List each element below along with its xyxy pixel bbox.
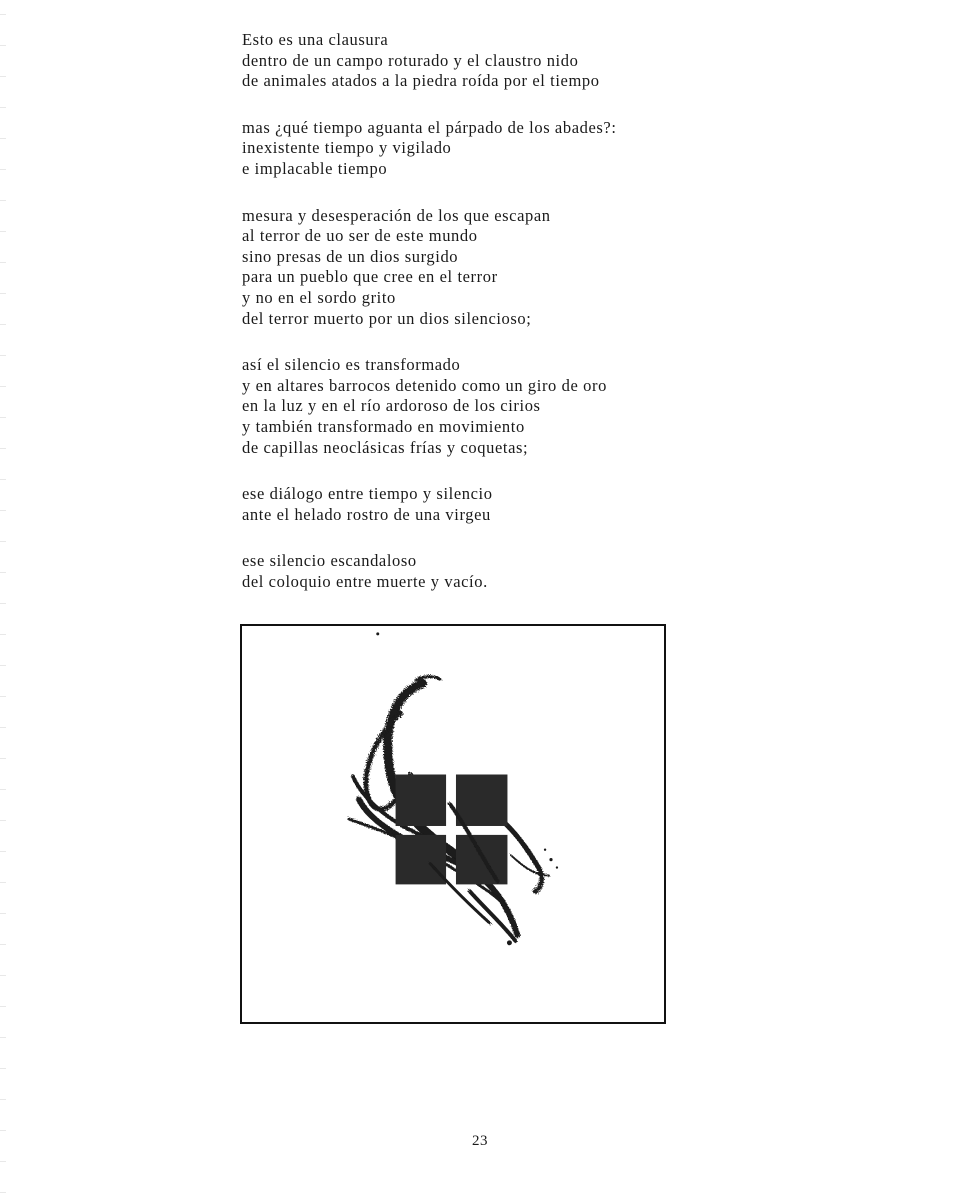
poem-line: para un pueblo que cree en el terror <box>242 267 498 287</box>
poem <box>242 30 762 618</box>
poem-line: y en altares barrocos detenido como un giro de oro <box>242 375 607 395</box>
dark-square <box>456 775 507 826</box>
scan-edge-artifact <box>0 0 6 1200</box>
poem-line: del terror muerto por un dios silencioso; <box>242 308 532 328</box>
poem-line: y no en el sordo grito <box>242 287 396 307</box>
brush-strokes <box>349 676 549 940</box>
poem-line: del coloquio entre muerte y vacío. <box>242 571 488 591</box>
page-number: 23 <box>472 1133 488 1149</box>
poem-line: de animales atados a la piedra roída por el tiempo <box>242 71 600 91</box>
poem-line: en la luz y en el río ardoroso de los cirios <box>242 396 541 416</box>
stanza-2 <box>242 118 762 180</box>
poem-line: al terror de uo ser de este mundo <box>242 226 478 246</box>
dark-square <box>456 835 507 885</box>
poem-line: Esto es una clausura <box>242 30 389 49</box>
poem-line: y también transformado en movimiento <box>242 416 525 436</box>
stanza-5 <box>242 484 762 525</box>
poem-line: inexistente tiempo y vigilado <box>242 138 452 158</box>
poem-line: mesura y desesperación de los que escapan <box>242 205 551 225</box>
dark-square <box>396 775 446 826</box>
ink-speck <box>376 632 379 635</box>
poem-line: ese silencio escandaloso <box>242 551 417 571</box>
dark-square <box>396 835 446 885</box>
stanza-3 <box>242 206 762 330</box>
ink-speck <box>549 858 552 861</box>
poem-line: sino presas de un dios surgido <box>242 246 459 266</box>
brush-stroke <box>416 676 440 679</box>
stanza-6 <box>242 551 762 592</box>
ink-speck <box>544 849 546 851</box>
poem-line: dentro de un campo roturado y el claustro nido <box>242 50 579 70</box>
abstract-illustration <box>242 626 664 1022</box>
stanza-4 <box>242 355 762 458</box>
poem-line: mas ¿qué tiempo aguanta el párpado de los abades?: <box>242 117 617 137</box>
poem-line: ese diálogo entre tiempo y silencio <box>242 484 493 504</box>
illustration-frame <box>240 624 666 1024</box>
brush-stroke <box>502 820 542 891</box>
poem-line: e implacable tiempo <box>242 158 388 178</box>
stanza-1 <box>242 30 762 92</box>
ink-speck <box>556 866 558 868</box>
poem-line: de capillas neoclásicas frías y coquetas; <box>242 437 529 457</box>
poem-line: ante el helado rostro de una virgeu <box>242 504 491 524</box>
ink-speck <box>507 940 512 945</box>
poem-line: así el silencio es transformado <box>242 355 461 375</box>
